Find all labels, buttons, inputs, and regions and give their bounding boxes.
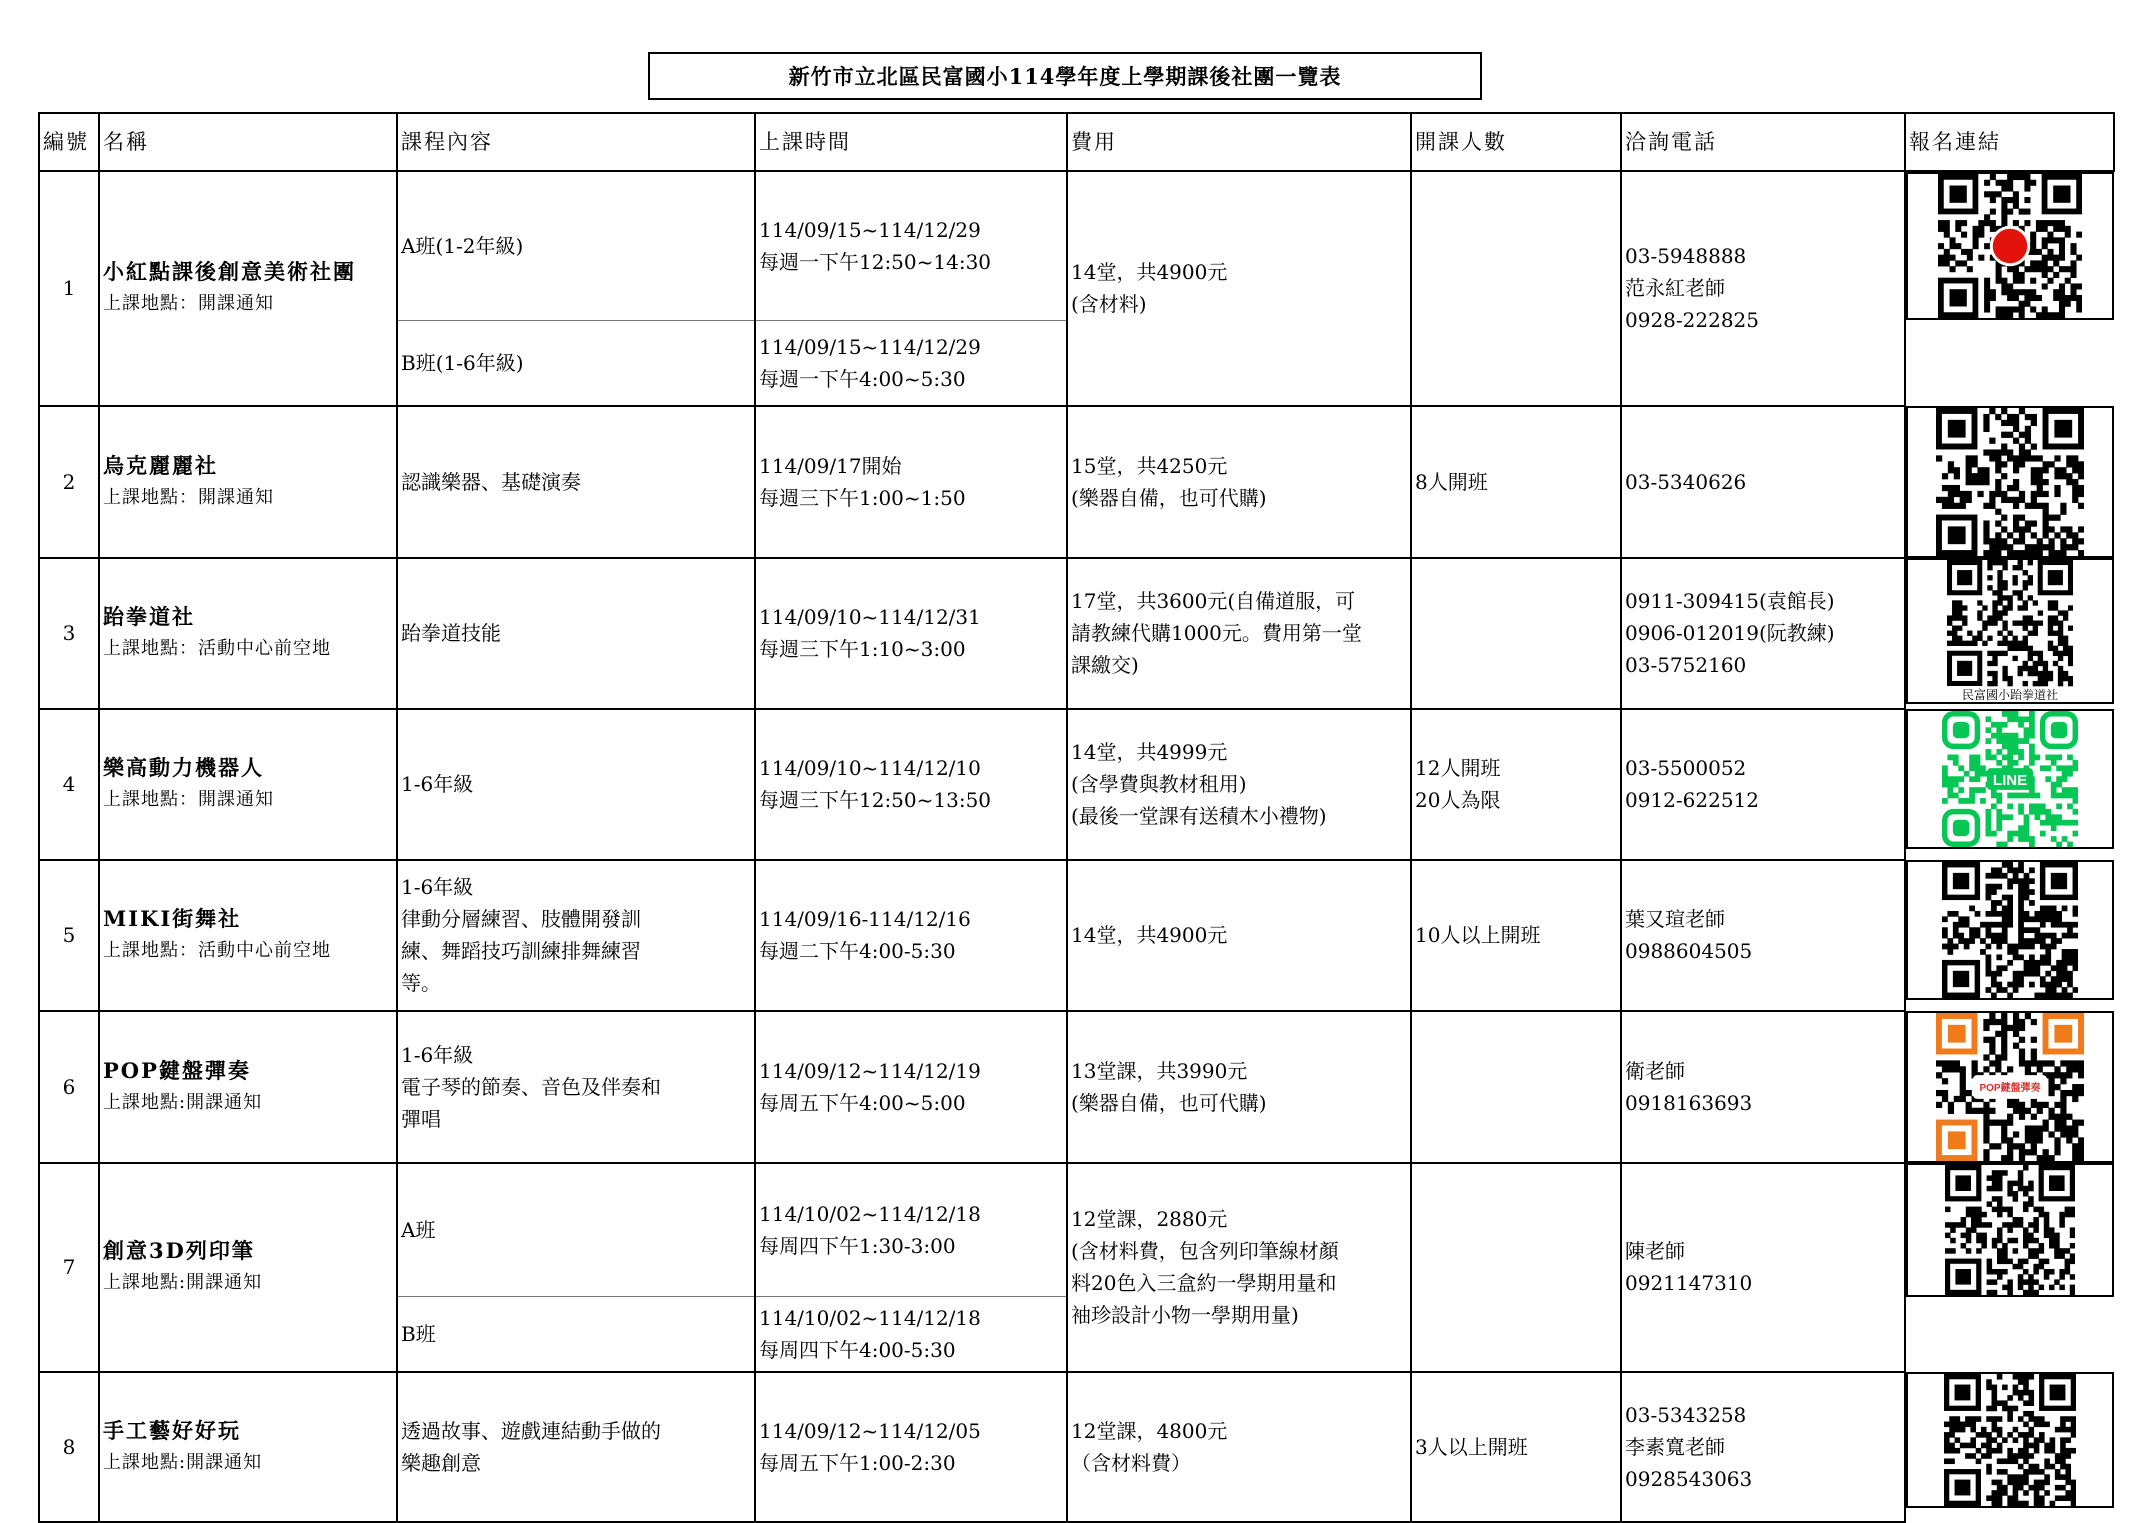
fee-line: （含材料費） — [1071, 1451, 1191, 1475]
capacity-cell — [1411, 1372, 1621, 1522]
phone-line: 0912-622512 — [1625, 788, 1760, 812]
fee-line: 17堂，共3600元(自備道服，可 — [1071, 589, 1356, 613]
fee-cell — [1067, 860, 1411, 1011]
row-number: 3 — [39, 558, 99, 709]
course-content-line: 透過故事、遊戲連結動手做的 — [401, 1419, 661, 1443]
signup-qr-code[interactable] — [1938, 174, 2082, 318]
capacity-line: 8人開班 — [1415, 469, 1488, 494]
capacity-line: 3人以上開班 — [1415, 1435, 1528, 1459]
signup-link-cell[interactable] — [1906, 1163, 2114, 1297]
fee-line: 料20色入三盒約一學期用量和 — [1071, 1271, 1337, 1296]
capacity-cell — [1411, 406, 1621, 558]
club-name: POP鍵盤彈奏 — [103, 1057, 251, 1083]
class-time — [755, 1372, 1067, 1522]
table-row — [39, 406, 2114, 558]
class-time-line: 114/09/17開始 — [759, 453, 902, 478]
club-name-cell — [99, 709, 397, 860]
course-content — [397, 558, 755, 709]
signup-link-cell[interactable] — [1906, 1011, 2114, 1163]
class-time — [755, 860, 1067, 1011]
club-name: 小紅點課後創意美術社團 — [103, 259, 356, 285]
fee-line: 請教練代購1000元。費用第一堂 — [1071, 621, 1362, 645]
class-time-line: 每周四下午4:00-5:30 — [759, 1338, 956, 1362]
capacity-cell — [1411, 171, 1621, 406]
course-content-line: 電子琴的節奏、音色及伴奏和 — [401, 1074, 661, 1099]
phone-cell — [1621, 1372, 1905, 1522]
class-time-line: 114/09/15~114/12/29 — [759, 217, 981, 242]
class-time-line: 每週三下午12:50~13:50 — [759, 788, 992, 812]
class-time-line: 每週一下午12:50~14:30 — [759, 249, 992, 274]
class-time — [755, 709, 1067, 860]
club-location: 上課地點：開課通知 — [103, 789, 274, 810]
class-time-line: 114/09/12~114/12/05 — [759, 1419, 981, 1443]
phone-line: 0928543063 — [1625, 1467, 1753, 1491]
course-content-line: 等。 — [401, 971, 441, 995]
class-time-line: 114/09/15~114/12/29 — [759, 334, 981, 359]
course-content-line: B班(1-6年級) — [401, 350, 524, 375]
phone-line: 陳老師 — [1625, 1239, 1685, 1264]
signup-qr-code[interactable] — [1944, 1374, 2076, 1506]
class-time-line: 114/10/02~114/12/18 — [759, 1306, 981, 1330]
course-content — [397, 171, 755, 320]
signup-qr-code[interactable] — [1942, 862, 2078, 998]
col-content: 課程內容 — [397, 113, 755, 171]
class-time-line: 每周五下午1:00-2:30 — [759, 1451, 956, 1475]
table-row — [39, 709, 2114, 860]
club-name-cell — [99, 406, 397, 558]
fee-cell — [1067, 1372, 1411, 1522]
class-time — [755, 320, 1067, 406]
course-content — [397, 860, 755, 1011]
col-fee: 費用 — [1067, 113, 1411, 171]
col-capacity: 開課人數 — [1411, 113, 1621, 171]
capacity-line: 12人開班 — [1415, 756, 1501, 780]
phone-line: 03-5340626 — [1625, 469, 1747, 494]
phone-cell — [1621, 709, 1905, 860]
phone-line: 03-5948888 — [1625, 244, 1747, 269]
signup-qr-code[interactable] — [1942, 711, 2078, 847]
table-row — [39, 1163, 2114, 1297]
signup-link-cell[interactable] — [1906, 558, 2114, 704]
col-phone: 洽詢電話 — [1621, 113, 1905, 171]
phone-line: 0921147310 — [1625, 1271, 1753, 1296]
club-location: 上課地點：開課通知 — [103, 486, 274, 508]
phone-line: 衛老師 — [1625, 1058, 1685, 1083]
club-name-cell — [99, 171, 397, 406]
club-name: 烏克麗麗社 — [103, 452, 218, 478]
course-content-line: 樂趣創意 — [401, 1451, 481, 1475]
phone-cell — [1621, 1163, 1905, 1373]
row-number: 8 — [39, 1372, 99, 1522]
qr-logo-label: POP鍵盤彈奏 — [1979, 1082, 2041, 1094]
club-name: 跆拳道社 — [103, 604, 195, 629]
phone-line: 03-5500052 — [1625, 756, 1747, 780]
qr-caption: 民富國小跆拳道社 — [1961, 687, 2059, 702]
phone-cell — [1621, 1011, 1905, 1163]
table-row — [39, 1011, 2114, 1163]
club-location: 上課地點：開課通知 — [103, 293, 274, 315]
capacity-cell — [1411, 558, 1621, 709]
club-location: 上課地點:開課通知 — [103, 1091, 263, 1113]
fee-cell — [1067, 171, 1411, 406]
fee-line: (含材料費，包含列印筆線材顏 — [1071, 1239, 1339, 1264]
course-content-line: A班(1-2年級) — [401, 233, 524, 258]
fee-line: 12堂課，2880元 — [1071, 1207, 1228, 1232]
row-number: 6 — [39, 1011, 99, 1163]
table-row — [39, 1372, 2114, 1522]
phone-line: 03-5752160 — [1625, 653, 1747, 677]
signup-link-cell[interactable] — [1906, 709, 2114, 849]
class-time-line: 每週一下午4:00~5:30 — [759, 366, 966, 391]
club-name-cell — [99, 1011, 397, 1163]
fee-line: (樂器自備，也可代購) — [1071, 485, 1267, 510]
class-time — [755, 1163, 1067, 1297]
fee-cell — [1067, 406, 1411, 558]
phone-line: 0911-309415(袁館長) — [1625, 589, 1835, 613]
row-number: 2 — [39, 406, 99, 558]
table-row — [39, 860, 2114, 1011]
signup-qr-code[interactable] — [1945, 1165, 2075, 1295]
fee-line: 13堂課，共3990元 — [1071, 1058, 1248, 1083]
fee-line: 14堂，共4900元 — [1071, 923, 1228, 947]
course-content — [397, 1011, 755, 1163]
class-time — [755, 406, 1067, 558]
signup-link-cell[interactable] — [1906, 860, 2114, 1000]
fee-line: (樂器自備，也可代購) — [1071, 1090, 1267, 1115]
capacity-cell — [1411, 709, 1621, 860]
class-time — [755, 171, 1067, 320]
signup-link-cell[interactable] — [1906, 172, 2114, 320]
class-time-line: 每週三下午1:00~1:50 — [759, 485, 966, 510]
signup-qr-code[interactable] — [1947, 560, 2073, 702]
signup-qr-code[interactable] — [1936, 408, 2084, 556]
club-name: 手工藝好好玩 — [103, 1418, 241, 1443]
fee-cell — [1067, 1163, 1411, 1373]
course-content — [397, 320, 755, 406]
course-content-line: 彈唱 — [401, 1106, 441, 1131]
club-name-cell — [99, 860, 397, 1011]
class-time-line: 114/09/10~114/12/10 — [759, 756, 981, 780]
club-table — [38, 112, 2115, 1523]
course-content-line: 跆拳道技能 — [401, 621, 501, 645]
phone-line: 李素寬老師 — [1625, 1435, 1725, 1459]
phone-line: 0928-222825 — [1625, 308, 1760, 333]
course-content-line: 1-6年級 — [401, 1042, 474, 1067]
fee-line: (含學費與教材租用) — [1071, 772, 1247, 796]
capacity-cell — [1411, 860, 1621, 1011]
course-content-line: B班 — [401, 1322, 436, 1346]
fee-line: (最後一堂課有送積木小禮物) — [1071, 804, 1327, 828]
fee-cell — [1067, 1011, 1411, 1163]
class-time-line: 114/09/10~114/12/31 — [759, 605, 981, 629]
club-name: 創意3D列印筆 — [103, 1238, 255, 1264]
row-number: 4 — [39, 709, 99, 860]
fee-line: 12堂課，4800元 — [1071, 1419, 1228, 1443]
row-number: 7 — [39, 1163, 99, 1373]
fee-cell — [1067, 709, 1411, 860]
phone-cell — [1621, 860, 1905, 1011]
phone-line: 范永紅老師 — [1625, 276, 1725, 301]
col-time: 上課時間 — [755, 113, 1067, 171]
class-time-line: 每周五下午4:00~5:00 — [759, 1090, 966, 1115]
phone-line: 0988604505 — [1625, 939, 1753, 963]
fee-line: 袖珍設計小物一學期用量) — [1071, 1303, 1299, 1328]
course-content-line: 1-6年級 — [401, 772, 474, 796]
class-time-line: 114/09/12~114/12/19 — [759, 1058, 981, 1083]
course-content-line: 練、舞蹈技巧訓練排舞練習 — [401, 939, 641, 963]
table-row — [39, 171, 2114, 320]
club-location: 上課地點：活動中心前空地 — [103, 940, 331, 961]
club-location: 上課地點：活動中心前空地 — [103, 638, 331, 659]
phone-line: 0906-012019(阮教練) — [1625, 621, 1835, 645]
capacity-cell — [1411, 1163, 1621, 1373]
phone-line: 0918163693 — [1625, 1090, 1753, 1115]
club-name-cell — [99, 558, 397, 709]
fee-cell — [1067, 558, 1411, 709]
signup-qr-code[interactable] — [1936, 1013, 2084, 1161]
club-location: 上課地點:開課通知 — [103, 1452, 263, 1473]
class-time — [755, 1297, 1067, 1373]
course-content-line: 律動分層練習、肢體開發訓 — [401, 907, 641, 931]
col-name: 名稱 — [99, 113, 397, 171]
row-number: 1 — [39, 171, 99, 406]
club-name: 樂高動力機器人 — [103, 755, 264, 780]
capacity-cell — [1411, 1011, 1621, 1163]
header-row — [39, 113, 2114, 171]
qr-logo-label: LINE — [1992, 771, 2028, 789]
page-title: 新竹市立北區民富國小114學年度上學期課後社團一覽表 — [648, 52, 1482, 100]
fee-line: 課繳交) — [1071, 653, 1139, 677]
class-time-line: 每週三下午1:10~3:00 — [759, 637, 966, 661]
fee-line: (含材料) — [1071, 292, 1147, 317]
phone-cell — [1621, 171, 1905, 406]
phone-line: 葉又瑄老師 — [1625, 907, 1725, 931]
capacity-line: 20人為限 — [1415, 788, 1501, 812]
signup-link-cell[interactable] — [1906, 406, 2114, 558]
fee-line: 15堂，共4250元 — [1071, 453, 1228, 478]
col-number: 編號 — [39, 113, 99, 171]
course-content-line: A班 — [401, 1217, 436, 1242]
phone-cell — [1621, 406, 1905, 558]
fee-line: 14堂，共4900元 — [1071, 260, 1228, 285]
course-content — [397, 709, 755, 860]
fee-line: 14堂，共4999元 — [1071, 740, 1228, 764]
club-name-cell — [99, 1372, 397, 1522]
course-content — [397, 406, 755, 558]
class-time-line: 每周四下午1:30-3:00 — [759, 1233, 956, 1258]
class-time-line: 每週二下午4:00-5:30 — [759, 939, 956, 963]
class-time-line: 114/10/02~114/12/18 — [759, 1201, 981, 1226]
course-content — [397, 1163, 755, 1297]
table-row — [39, 558, 2114, 709]
class-time — [755, 1011, 1067, 1163]
club-name: MIKI街舞社 — [103, 906, 242, 931]
row-number: 5 — [39, 860, 99, 1011]
course-content — [397, 1297, 755, 1373]
capacity-line: 10人以上開班 — [1415, 923, 1541, 947]
phone-line: 03-5343258 — [1625, 1403, 1747, 1427]
course-content — [397, 1372, 755, 1522]
phone-cell — [1621, 558, 1905, 709]
col-signup: 報名連結 — [1905, 113, 2114, 171]
course-content-line: 認識樂器、基礎演奏 — [401, 469, 581, 494]
class-time-line: 114/09/16-114/12/16 — [759, 907, 971, 931]
signup-link-cell[interactable] — [1906, 1372, 2114, 1508]
class-time — [755, 558, 1067, 709]
club-location: 上課地點:開課通知 — [103, 1272, 263, 1294]
club-name-cell — [99, 1163, 397, 1373]
course-content-line: 1-6年級 — [401, 875, 474, 899]
